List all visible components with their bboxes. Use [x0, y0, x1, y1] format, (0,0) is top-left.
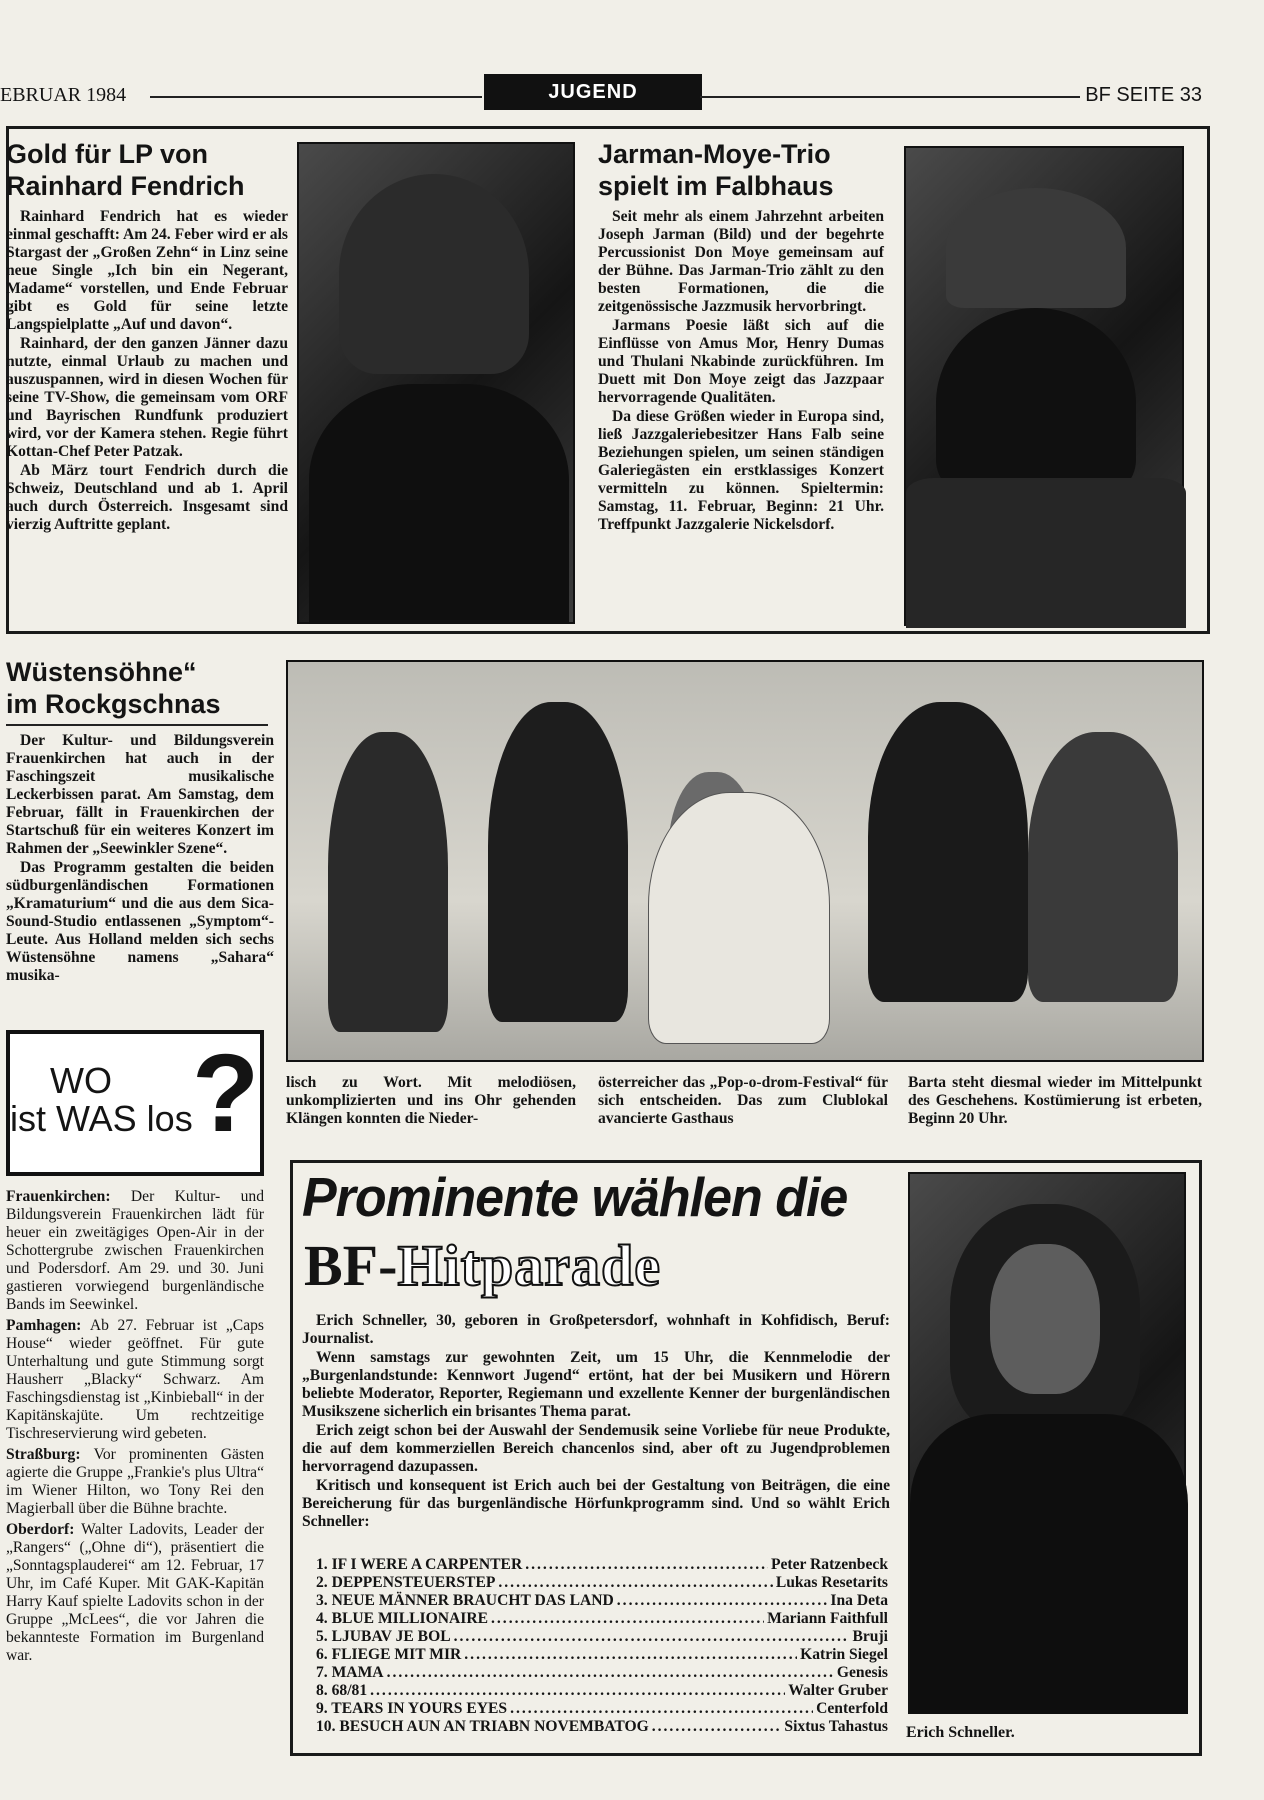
- hitparade-row: [316, 1574, 888, 1592]
- header-rule-left: [150, 96, 482, 98]
- song-artist: Walter Gruber: [788, 1682, 888, 1699]
- jarman-photo: [904, 146, 1184, 626]
- wo-ist-was-los-box: [6, 1030, 264, 1176]
- wo-entry: [6, 1446, 264, 1518]
- photo-shape: [946, 188, 1126, 308]
- jarman-title-1: Jarman-Moye-Trio: [598, 139, 831, 169]
- jarman-body: [598, 208, 884, 534]
- photo-shape: [1028, 732, 1178, 1002]
- photo-shape: [868, 702, 1028, 1002]
- wo-entry-place: Oberdorf:: [6, 1521, 75, 1538]
- header-rule-right: [700, 96, 1080, 98]
- wo-entry-place: Straßburg:: [6, 1446, 81, 1463]
- song-title: 10. BESUCH AUN AN TRIABN NOVEMBATOG: [316, 1718, 649, 1735]
- wo-entry-text: Walter Ladovits, Leader der „Rangers“ („Ohne di“), präsentiert die „Sonntagsplauderei“ am 12. Februar, 17 Uhr, im Café Kuper. Mit GAK-Kapitän Harry Kauf spielte Ladovits schon in der Gruppe „McLees“, die vor Jahren die bekannteste Formation im Burgenland war.: [6, 1521, 264, 1664]
- hitparade-word: Hitparade: [397, 1233, 661, 1298]
- photo-shape: [990, 1244, 1100, 1394]
- jarman-paragraph: Da diese Größen wieder in Europa sind, ließ Jazzgaleriebesitzer Hans Falb seine Beziehungen spielen, um seinen ständigen Galeriegästen ein erstklassiges Konzert vermitteln zu können. Spieltermin: Samstag, 11. Februar, Beginn: 21 Uhr. Treffpunkt Jazzgalerie Nickelsdorf.: [598, 408, 884, 533]
- song-title: 1. IF I WERE A CARPENTER: [316, 1556, 523, 1573]
- fendrich-title-2: Rainhard Fendrich: [6, 171, 245, 201]
- song-artist: Peter Ratzenbeck: [770, 1556, 888, 1573]
- photo-shape: [936, 308, 1136, 498]
- wo-line-2: ist WAS los: [10, 1098, 193, 1139]
- hitparade-row: [316, 1682, 888, 1700]
- header-page-number: BF SEITE 33: [1085, 84, 1202, 106]
- song-title: 9. TEARS IN YOURS EYES: [316, 1700, 508, 1717]
- question-mark-icon: ?: [192, 1032, 260, 1155]
- wo-line-1: WO: [50, 1060, 112, 1101]
- song-title: 6. FLIEGE MIT MIR: [316, 1646, 462, 1663]
- hitparade-row: [316, 1664, 888, 1682]
- song-artist: Ina Deta: [830, 1592, 888, 1609]
- photo-shape: [648, 792, 830, 1044]
- song-artist: Bruji: [852, 1628, 888, 1645]
- photo-shape: [906, 478, 1186, 628]
- song-title: 4. BLUE MILLIONAIRE: [316, 1610, 488, 1627]
- schneller-caption: Erich Schneller.: [906, 1724, 1015, 1741]
- hitparade-paragraph: Kritisch und konsequent ist Erich auch bei der Gestaltung von Beiträgen, die eine Bereicherung für das burgenländische Hörfunkprogramm sind. Und so wählt Erich Schneller:: [302, 1477, 890, 1530]
- fendrich-paragraph: Rainhard Fendrich hat es wieder einmal geschafft: Am 24. Feber wird er als Stargast der „Großen Zehn“ in Linz seine neue Single „Ich bin ein Negerant, Madame“ vorstellen, und Ende Februar gibt es Gold für seine letzte Langspielplatte „Auf und davon“.: [6, 208, 288, 333]
- hitparade-body: [302, 1312, 890, 1532]
- hitparade-row: [316, 1700, 888, 1718]
- wuesten-paragraph: Der Kultur- und Bildungsverein Frauenkirchen hat auch in der Faschingszeit musikalische Leckerbissen parat. Am Samstag, dem Februar, fällt in Frauenkirchen der Startschuß für ein weiteres Konzert im Rahmen der „Seewinkler Szene“.: [6, 732, 274, 857]
- wo-entry-text: Vor prominenten Gästen agierte die Gruppe „Frankie's plus Ultra“ im Wiener Hilton, wo Tony Rei den Magierball über die Bühne brachte.: [6, 1446, 264, 1517]
- hitparade-paragraph: Wenn samstags zur gewohnten Zeit, um 15 Uhr, die Kennmelodie der „Burgenlandstunde: Kennwort Jugend“ ertönt, hat der bei Musikern und Hörern beliebte Moderator, Reporter, Regiemann und exzellente Kenner der burgenländischen Musikszene sicherlich ein brisantes Thema parat.: [302, 1349, 890, 1420]
- song-title: 7. MAMA: [316, 1664, 384, 1681]
- fendrich-title-1: Gold für LP von: [6, 139, 208, 169]
- photo-shape: [488, 702, 628, 1022]
- fendrich-body: [6, 208, 288, 534]
- hitparade-paragraph: Erich zeigt schon bei der Auswahl der Sendemusik seine Vorliebe für neue Produkte, die auf dem kommerziellen Bereich chancenlos sind, aber oft zu Jugendproblemen hervorragend dazupassen.: [302, 1422, 890, 1475]
- photo-shape: [309, 384, 569, 624]
- title-underline: [6, 724, 268, 726]
- photo-shape: [328, 732, 448, 1032]
- wo-entry-text: Ab 27. Februar ist „Caps House“ wieder geöffnet. Für gute Unterhaltung und gute Stimmung sorgt Hausherr „Blacky“ Schwarz. Am Faschingsdienstag ist „Kinbieball“ in der Kapitänskajüte. Um rechtzeitige Tischreservierung wird gebeten.: [6, 1317, 264, 1442]
- fendrich-paragraph: Rainhard, der den ganzen Jänner dazu nutzte, einmal Urlaub zu machen und auszuspannen, wird in diesen Wochen für seine TV-Show, die gemeinsam vom ORF und Bayrischen Rundfunk produziert wird, vor der Kamera stehen. Regie führt Kottan-Chef Peter Patzak.: [6, 335, 288, 460]
- wo-entry: [6, 1317, 264, 1443]
- wuesten-continued-2: österreicher das „Pop-o-drom-Festival“ für sich entscheiden. Das zum Clublokal avancierte Gasthaus: [598, 1074, 888, 1127]
- hitparade-row: [316, 1610, 888, 1628]
- wo-entry-text: Der Kultur- und Bildungsverein Frauenkirchen lädt für heuer ein zweitägiges Open-Air in der Schottergrube zwischen Frauenkirchen und Podersdorf. Am 29. und 30. Juni gastieren vorwiegend burgenländische Bands im Seewinkel.: [6, 1188, 265, 1313]
- fendrich-article: [6, 138, 288, 535]
- wo-entry: [6, 1521, 264, 1665]
- song-artist: Lukas Resetarits: [775, 1574, 888, 1591]
- wuesten-article: [6, 656, 274, 986]
- wuesten-title-1: Wüstensöhne“: [6, 657, 197, 687]
- hitparade-logo: [304, 1233, 661, 1298]
- schneller-photo: [908, 1172, 1186, 1714]
- hitparade-list: [316, 1556, 888, 1736]
- wuesten-title-2: im Rockgschnas: [6, 689, 221, 719]
- song-artist: Sixtus Tahastus: [784, 1718, 888, 1735]
- wo-entry-place: Pamhagen:: [6, 1317, 82, 1334]
- hitparade-row: [316, 1556, 888, 1574]
- song-title: 3. NEUE MÄNNER BRAUCHT DAS LAND: [316, 1592, 614, 1609]
- jarman-article: [598, 138, 884, 535]
- header-date: EBRUAR 1984: [0, 84, 127, 106]
- hitparade-row: [316, 1646, 888, 1664]
- hitparade-row: [316, 1592, 888, 1610]
- hitparade-row: [316, 1628, 888, 1646]
- photo-shape: [910, 1414, 1188, 1714]
- song-title: 5. LJUBAV JE BOL: [316, 1628, 451, 1645]
- song-artist: Mariann Faithfull: [767, 1610, 888, 1627]
- wo-entry: [6, 1188, 264, 1314]
- wuesten-paragraph: Das Programm gestalten die beiden südburgenländischen Formationen „Kramaturium“ und die aus dem Sica-Sound-Studio entlassenen „Symptom“-Leute. Aus Holland melden sich sechs Wüstensöhne namens „Sahara“ musika-: [6, 859, 274, 984]
- song-title: 2. DEPPENSTEUERSTEP: [316, 1574, 496, 1591]
- hitparade-headline: Prominente wählen die: [302, 1167, 848, 1229]
- song-title: 8. 68/81: [316, 1682, 368, 1699]
- song-artist: Katrin Siegel: [800, 1646, 888, 1663]
- wuesten-continued-3: Barta steht diesmal wieder im Mittelpunkt des Geschehens. Kostümierung ist erbeten, Beginn 20 Uhr.: [908, 1074, 1202, 1127]
- wo-entries: [6, 1188, 264, 1668]
- fendrich-photo: [297, 142, 575, 624]
- song-artist: Centerfold: [816, 1700, 888, 1717]
- photo-shape: [339, 174, 529, 374]
- jarman-title-2: spielt im Falbhaus: [598, 171, 834, 201]
- hitparade-row: [316, 1718, 888, 1736]
- wuesten-body: [6, 732, 274, 985]
- hitparade-paragraph: Erich Schneller, 30, geboren in Großpetersdorf, wohnhaft in Kohfidisch, Beruf: Journalist.: [302, 1312, 890, 1347]
- bf-logo: BF-: [304, 1233, 398, 1298]
- sahara-band-photo: [286, 660, 1204, 1062]
- wo-entry-place: Frauenkirchen:: [6, 1188, 111, 1205]
- jarman-paragraph: Seit mehr als einem Jahrzehnt arbeiten Joseph Jarman (Bild) und der begehrte Percussionist Don Moye gemeinsam auf der Bühne. Das Jarman-Trio zählt zu den besten Formationen, die die zeitgenössische Jazzmusik hervorbringt.: [598, 208, 884, 315]
- fendrich-paragraph: Ab März tourt Fendrich durch die Schweiz, Deutschland und ab 1. April auch durch Österreich. Insgesamt sind vierzig Auftritte geplant.: [6, 462, 288, 533]
- wuesten-continued-1: lisch zu Wort. Mit melodiösen, unkomplizierten und ins Ohr gehenden Klängen konnten die Nieder-: [286, 1074, 576, 1127]
- section-label: JUGEND: [484, 74, 702, 110]
- jarman-paragraph: Jarmans Poesie läßt sich auf die Einflüsse von Amus Mor, Henry Dumas und Thulani Nkabinde zurückführen. Im Duett mit Don Moye zeigt das Jazzpaar hervorragende Qualitäten.: [598, 317, 884, 406]
- song-artist: Genesis: [836, 1664, 888, 1681]
